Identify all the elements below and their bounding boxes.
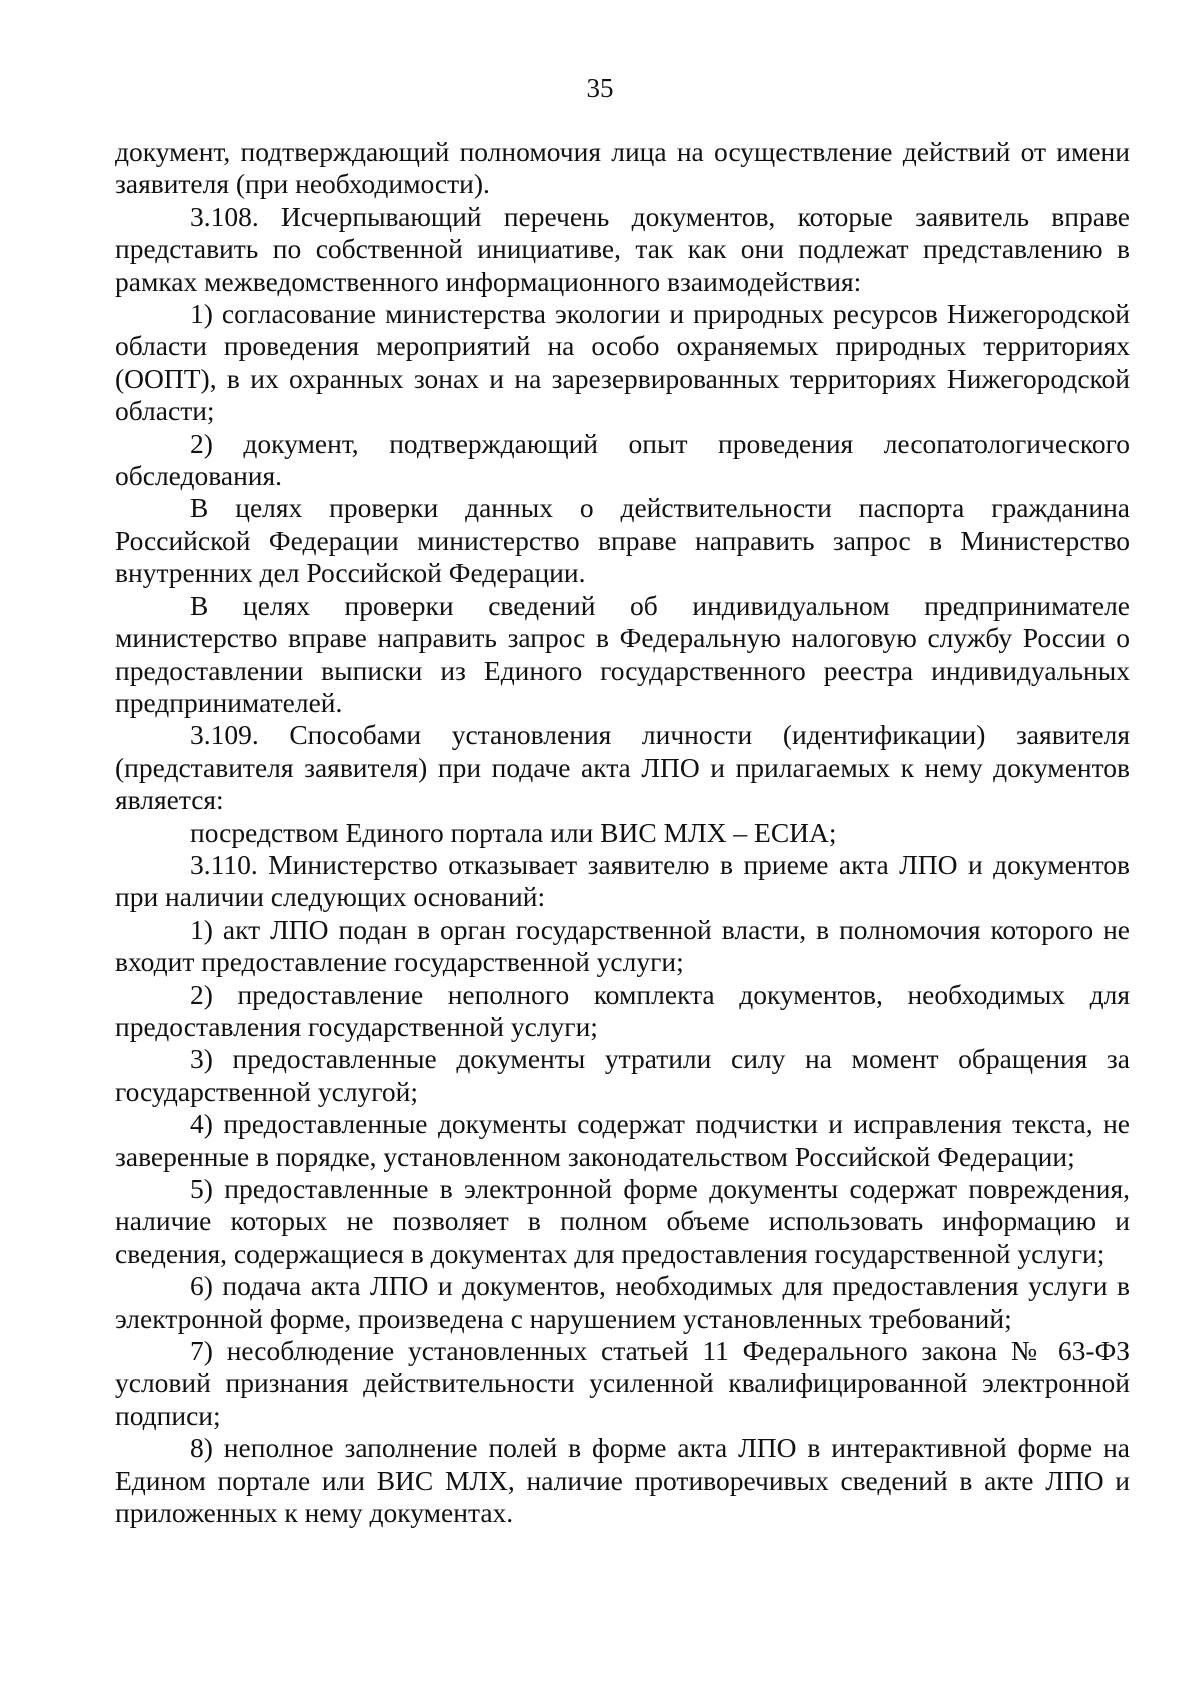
list-item-3-110-6: 6) подача акта ЛПО и документов, необходимых для предоставления услуги в электронной форме, произведена с нарушением установленных требований; <box>115 1270 1130 1334</box>
list-item-3-110-4: 4) предоставленные документы содержат подчистки и исправления текста, не заверенные в порядке, установленном законодательством Российской Федерации; <box>115 1108 1130 1172</box>
paragraph-authority-document: документ, подтверждающий полномочия лица на осуществление действий от имени заявителя (при необходимости). <box>115 136 1130 200</box>
page-number: 35 <box>586 73 614 103</box>
list-item-3-110-1: 1) акт ЛПО подан в орган государственной власти, в полномочия которого не входит предоставление государственной услуги; <box>115 913 1130 978</box>
paragraph-entrepreneur-check: В целях проверки сведений об индивидуальном предпринимателе министерство вправе направить запрос в Федеральную налоговую службу России о предоставлении выписки из Единого государственного реестра индивидуальных предпринимателей. <box>115 589 1130 718</box>
list-item-3-110-5: 5) предоставленные в электронной форме документы содержат повреждения, наличие которых не позволяет в полном объеме использовать информацию и сведения, содержащиеся в документах для предоставления государственной услуги; <box>115 1173 1130 1269</box>
document-body <box>115 136 1130 1529</box>
list-item-3-110-3: 3) предоставленные документы утратили силу на момент обращения за государственной услугой; <box>115 1043 1130 1107</box>
paragraph-3-108: 3.108. Исчерпывающий перечень документов, которые заявитель вправе представить по собственной инициативе, так как они подлежат представлению в рамках межведомственного информационного взаимодействия: <box>115 200 1130 297</box>
list-item-3-110-7: 7) несоблюдение установленных статьей 11 Федерального закона № 63-ФЗ условий признания действительности усиленной квалифицированной электронной подписи; <box>115 1335 1130 1431</box>
list-item-3-108-2: 2) документ, подтверждающий опыт проведения лесопатологического обследования. <box>115 427 1130 492</box>
list-item-3-108-1: 1) согласование министерства экологии и природных ресурсов Нижегородской области проведения мероприятий на особо охраняемых природных территориях (ООПТ), в их охранных зонах и на зарезервированных территориях Нижегородской области; <box>115 298 1130 427</box>
list-item-3-110-2: 2) предоставление неполного комплекта документов, необходимых для предоставления государственной услуги; <box>115 978 1130 1042</box>
paragraph-esia: посредством Единого портала или ВИС МЛХ – ЕСИА; <box>190 816 837 848</box>
paragraph-3-110: 3.110. Министерство отказывает заявителю в приеме акта ЛПО и документов при наличии следующих оснований: <box>115 848 1130 913</box>
paragraph-passport-check: В целях проверки данных о действительности паспорта гражданина Российской Федерации министерство вправе направить запрос в Министерство внутренних дел Российской Федерации. <box>115 492 1130 589</box>
paragraph-3-109: 3.109. Способами установления личности (идентификации) заявителя (представителя заявителя) при подаче акта ЛПО и прилагаемых к нему документов является: <box>115 719 1130 816</box>
list-item-3-110-8: 8) неполное заполнение полей в форме акта ЛПО в интерактивной форме на Едином портале или ВИС МЛХ, наличие противоречивых сведений в акте ЛПО и приложенных к нему документах. <box>115 1432 1130 1529</box>
